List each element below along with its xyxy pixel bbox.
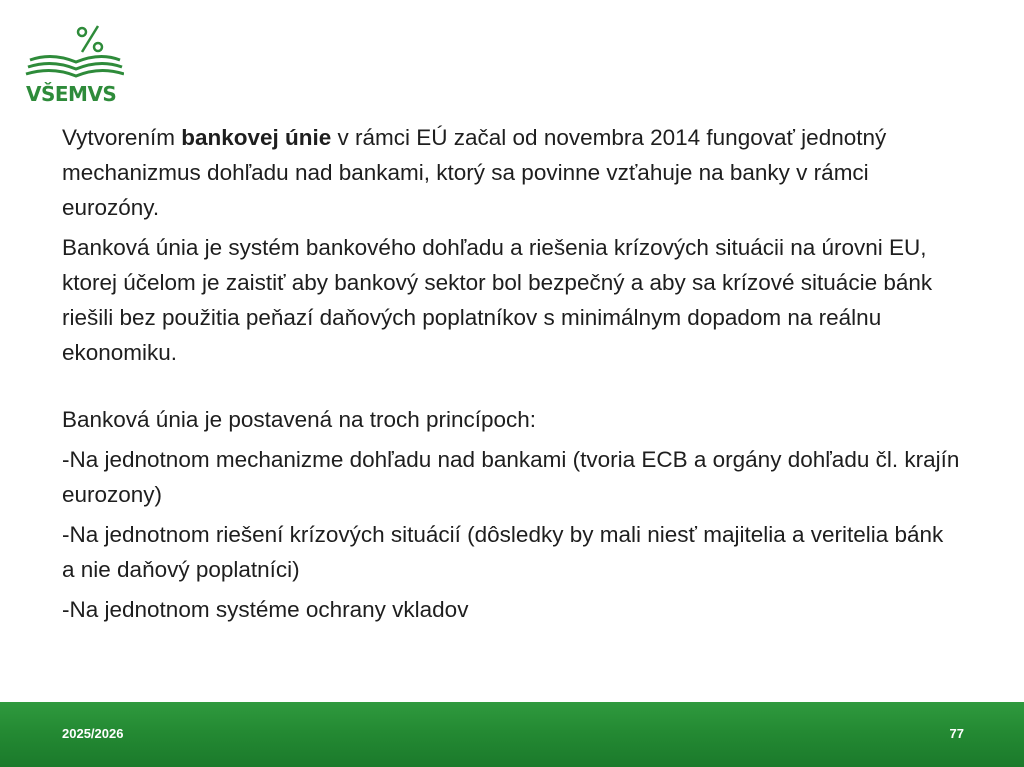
paragraph-banking-union-intro xyxy=(62,120,962,225)
intro-text-end: v rámci EÚ začal od novembra 2014 fungovať jednotný mechanizmus dohľadu nad bankami, ktorý sa povinne vzťahuje na banky v rámci eurozóny. xyxy=(62,125,887,220)
principle-supervision: -Na jednotnom mechanizme dohľadu nad bankami (tvoria ECB a orgány dohľadu čl. krajín eurozony) xyxy=(62,447,960,507)
principle-crisis-resolution: -Na jednotnom riešení krízových situácií (dôsledky by mali niesť majitelia a veritelia bánk a nie daňový poplatníci) xyxy=(62,522,944,582)
intro-bold-term: bankovej únie xyxy=(181,125,332,150)
logo-text: VŠEMVS xyxy=(26,82,117,106)
logo xyxy=(24,22,124,106)
principle-deposit-protection: -Na jednotnom systéme ochrany vkladov xyxy=(62,597,469,622)
footer-bar xyxy=(0,702,1024,767)
intro-text-start: Vytvorením xyxy=(62,125,182,150)
paragraph-banking-union-definition: Banková únia je systém bankového dohľadu a riešenia krízových situácii na úrovni EU, ktorej účelom je zaistiť aby bankový sektor bol bezpečný a aby sa krízové situácie bánk riešili bez použitia peňazí daňových poplatníkov s minimálnym dopadom na reálnu ekonomiku. xyxy=(62,235,933,365)
footer-academic-year: 2025/2026 xyxy=(62,726,124,741)
book-percent-icon xyxy=(24,22,124,82)
slide-body xyxy=(62,120,962,632)
page-number: 77 xyxy=(949,726,964,741)
paragraph-principles-heading: Banková únia je postavená na troch princípoch: xyxy=(62,407,537,432)
